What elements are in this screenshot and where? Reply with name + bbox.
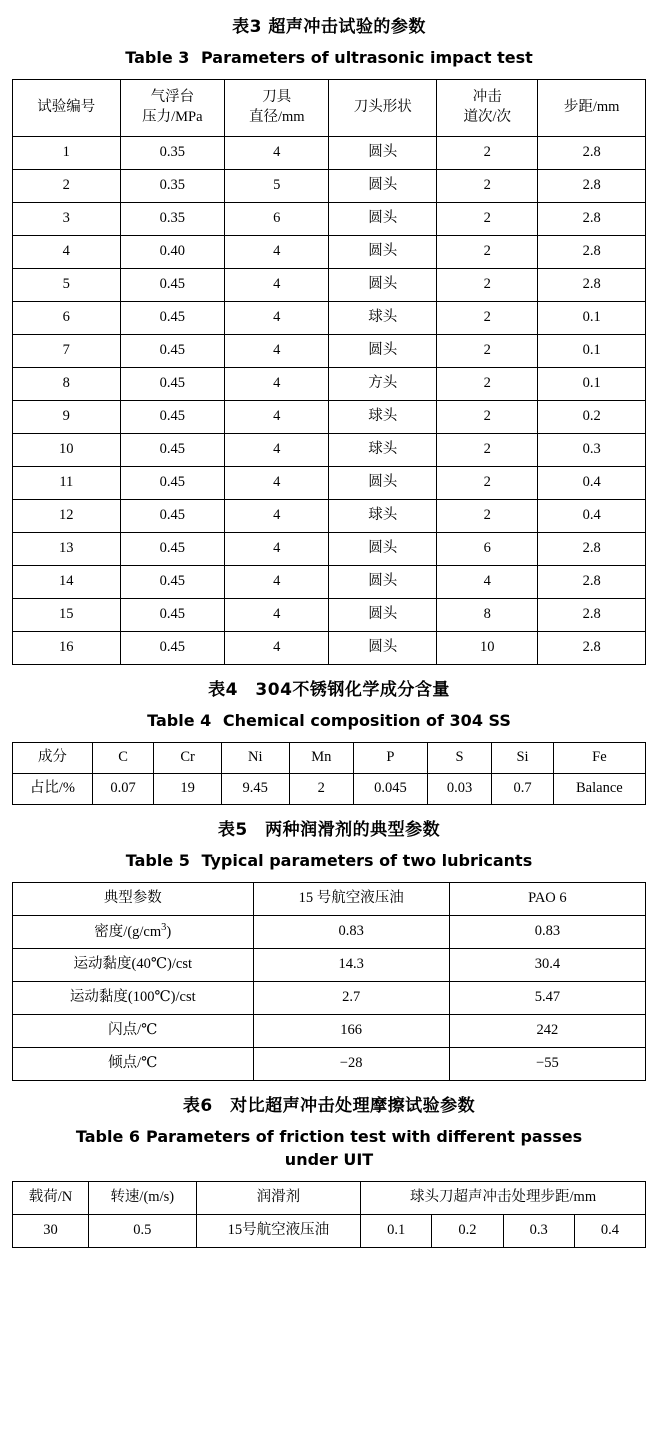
table5-header-row (13, 882, 646, 915)
table3-header-cell: 气浮台 压力/MPa (120, 79, 224, 136)
table3-cell: 圆头 (329, 466, 437, 499)
table3-cell: 球头 (329, 499, 437, 532)
table3-cell: 2.8 (538, 532, 646, 565)
table3-cell: 4 (225, 400, 329, 433)
table-row (13, 202, 646, 235)
table4-cell: 19 (154, 773, 222, 804)
table3-cell: 4 (225, 136, 329, 169)
table3-header-row (13, 79, 646, 136)
table3-cell: 6 (437, 532, 538, 565)
table3-cell: 0.45 (120, 565, 224, 598)
table5-row-label: 闪点/℃ (13, 1014, 254, 1047)
table3-cell: 4 (225, 433, 329, 466)
table4-cell: 0.7 (492, 773, 553, 804)
table4 (12, 742, 646, 805)
table3-cell: 5 (13, 268, 121, 301)
table5-row-label: 运动黏度(100℃)/cst (13, 981, 254, 1014)
table3-cell: 0.45 (120, 334, 224, 367)
table3-cell: 2.8 (538, 169, 646, 202)
table6-cell-load: 30 (13, 1215, 89, 1248)
table6-caption-en (12, 1125, 646, 1171)
table3-cell: 12 (13, 499, 121, 532)
table4-header-cell: Si (492, 742, 553, 773)
table6 (12, 1181, 646, 1248)
table4-row-label: 成分 (13, 742, 93, 773)
table4-header-cell: P (354, 742, 428, 773)
table5-cell: 2.7 (253, 981, 449, 1014)
table-row (13, 915, 646, 948)
table3-caption-en-label: Table 3 (125, 47, 190, 67)
table3-cell: 2.8 (538, 136, 646, 169)
table3-cell: 2 (437, 334, 538, 367)
table3-cell: 0.3 (538, 433, 646, 466)
table4-cell: 2 (289, 773, 354, 804)
table3-cell: 15 (13, 598, 121, 631)
table3-cell: 5 (225, 169, 329, 202)
table3-cell: 10 (437, 631, 538, 664)
table4-header-cell: Fe (553, 742, 645, 773)
table6-header-cell: 球头刀超声冲击处理步距/mm (361, 1182, 646, 1215)
table3-cell: 7 (13, 334, 121, 367)
table3-cell: 4 (13, 235, 121, 268)
table3-cell: 8 (437, 598, 538, 631)
table3-cell: 0.45 (120, 400, 224, 433)
table5-header-cell: PAO 6 (449, 882, 645, 915)
table-row (13, 268, 646, 301)
table3-cell: 0.45 (120, 631, 224, 664)
table3-cell: 2.8 (538, 235, 646, 268)
table3-cell: 圆头 (329, 565, 437, 598)
table6-cell-step: 0.1 (361, 1215, 432, 1248)
table5-row-label: 倾点/℃ (13, 1047, 254, 1080)
table3-header-cell: 试验编号 (13, 79, 121, 136)
table5-row-label: 运动黏度(40℃)/cst (13, 948, 254, 981)
table3-cell: 1 (13, 136, 121, 169)
table3-cell: 4 (225, 466, 329, 499)
table5-caption-en (12, 849, 646, 872)
table3-cell: 2.8 (538, 565, 646, 598)
table3-caption-en-text: Parameters of ultrasonic impact test (200, 47, 533, 67)
table5-row-label: 密度$/(g/cm^3)$ (13, 915, 254, 948)
table3-cell: 圆头 (329, 268, 437, 301)
table6-caption-en-line2: under UIT (284, 1149, 374, 1169)
table4-cell: Balance (553, 773, 645, 804)
table3-cell: 4 (225, 532, 329, 565)
table3-cell: 3 (13, 202, 121, 235)
table3-header-cell: 步距/mm (538, 79, 646, 136)
table3-header-cell: 刀头形状 (329, 79, 437, 136)
table4-caption-en-text: Chemical composition of 304 SS (222, 710, 511, 730)
table-row (13, 948, 646, 981)
table3-cell: 0.35 (120, 136, 224, 169)
table3-cell: 0.4 (538, 466, 646, 499)
table3-cell: 2 (437, 466, 538, 499)
table-row (13, 1047, 646, 1080)
table3-cell: 球头 (329, 400, 437, 433)
table3-caption-cn: 表3 超声冲击试验的参数 (232, 17, 426, 37)
table3-cell: 6 (13, 301, 121, 334)
table4-header-cell: Cr (154, 742, 222, 773)
table3-cell: 方头 (329, 367, 437, 400)
table3-cell: 2.8 (538, 631, 646, 664)
table3-cell: 圆头 (329, 169, 437, 202)
table6-cell-step: 0.3 (503, 1215, 574, 1248)
table-row (13, 631, 646, 664)
table3-cell: 14 (13, 565, 121, 598)
table4-header-cell: Ni (221, 742, 289, 773)
table-row (13, 532, 646, 565)
table5-header-cell: 典型参数 (13, 882, 254, 915)
table6-header-row (13, 1182, 646, 1215)
table3-cell: 4 (225, 334, 329, 367)
table6-caption-cn: 表6 对比超声冲击处理摩擦试验参数 (182, 1095, 476, 1116)
table3-cell: 圆头 (329, 532, 437, 565)
table-row (13, 1014, 646, 1047)
table5-cell: −55 (449, 1047, 645, 1080)
table3-cell: 2 (437, 169, 538, 202)
table3-block (12, 16, 646, 665)
table4-cell: 0.045 (354, 773, 428, 804)
table3-cell: 圆头 (329, 631, 437, 664)
table4-cell: 9.45 (221, 773, 289, 804)
table3-cell: 0.1 (538, 367, 646, 400)
table5-cell: 5.47 (449, 981, 645, 1014)
table5-cell: −28 (253, 1047, 449, 1080)
table6-block (12, 1095, 646, 1248)
table4-row-label: 占比/% (13, 773, 93, 804)
table3-cell: 圆头 (329, 235, 437, 268)
table-row (13, 981, 646, 1014)
table3-cell: 4 (225, 598, 329, 631)
table3 (12, 79, 646, 665)
table3-cell: 2 (437, 136, 538, 169)
table3-cell: 4 (225, 367, 329, 400)
table-row (13, 334, 646, 367)
table3-header-cell: 冲击 道次/次 (437, 79, 538, 136)
table3-cell: 4 (225, 631, 329, 664)
table3-cell: 0.45 (120, 433, 224, 466)
table3-header-cell: 刀具 直径/mm (225, 79, 329, 136)
table3-cell: 2 (437, 202, 538, 235)
table-row (13, 400, 646, 433)
table3-cell: 4 (225, 499, 329, 532)
table5-cell: 242 (449, 1014, 645, 1047)
table3-cell: 16 (13, 631, 121, 664)
table3-cell: 2 (437, 499, 538, 532)
table3-cell: 4 (225, 301, 329, 334)
table6-caption-en-line1: Parameters of friction test with different passes (146, 1126, 583, 1146)
table3-cell: 0.1 (538, 334, 646, 367)
table6-cell-step: 0.2 (432, 1215, 503, 1248)
table4-caption-en-label: Table 4 (147, 710, 212, 730)
table3-cell: 10 (13, 433, 121, 466)
table3-cell: 2 (437, 301, 538, 334)
table3-cell: 0.35 (120, 169, 224, 202)
table3-cell: 球头 (329, 433, 437, 466)
table3-cell: 2.8 (538, 598, 646, 631)
table5-cell: 0.83 (253, 915, 449, 948)
table3-cell: 圆头 (329, 202, 437, 235)
table4-header-cell: Mn (289, 742, 354, 773)
table5-cell: 166 (253, 1014, 449, 1047)
table3-cell: 0.2 (538, 400, 646, 433)
table3-caption-en (12, 46, 646, 69)
table3-cell: 4 (437, 565, 538, 598)
table4-caption-cn: 表4 304不锈钢化学成分含量 (208, 679, 450, 700)
table3-cell: 2 (437, 433, 538, 466)
table3-cell: 0.45 (120, 532, 224, 565)
table3-cell: 2 (437, 400, 538, 433)
table-row (13, 367, 646, 400)
table-row (13, 136, 646, 169)
table6-cell-lubricant: 15号航空液压油 (196, 1215, 361, 1248)
table6-header-cell: 载荷/N (13, 1182, 89, 1215)
table6-header-cell: 转速/(m/s) (88, 1182, 196, 1215)
table3-cell: 0.45 (120, 466, 224, 499)
table5-caption-en-text: Typical parameters of two lubricants (201, 850, 533, 870)
table4-header-cell: C (92, 742, 153, 773)
table3-cell: 13 (13, 532, 121, 565)
table5-caption-en-label: Table 5 (125, 850, 190, 870)
table5-cell: 30.4 (449, 948, 645, 981)
table3-cell: 2 (13, 169, 121, 202)
table3-cell: 2 (437, 235, 538, 268)
table3-cell: 圆头 (329, 334, 437, 367)
table3-cell: 4 (225, 565, 329, 598)
table-row (13, 235, 646, 268)
table6-caption-en-label: Table 6 (75, 1126, 141, 1146)
table-row (13, 433, 646, 466)
table3-cell: 2.8 (538, 202, 646, 235)
table-row (13, 598, 646, 631)
table-row (13, 169, 646, 202)
table3-cell: 2.8 (538, 268, 646, 301)
table5-header-cell: 15 号航空液压油 (253, 882, 449, 915)
table3-cell: 0.45 (120, 268, 224, 301)
table5-cell: 14.3 (253, 948, 449, 981)
table3-cell: 0.45 (120, 367, 224, 400)
table4-block (12, 679, 646, 805)
table4-caption-en (12, 709, 646, 732)
table3-cell: 0.45 (120, 301, 224, 334)
table3-cell: 圆头 (329, 136, 437, 169)
table-row (13, 1215, 646, 1248)
table-row (13, 301, 646, 334)
table3-cell: 0.45 (120, 598, 224, 631)
table4-header-cell: S (427, 742, 492, 773)
table3-cell: 0.4 (538, 499, 646, 532)
table-row (13, 742, 646, 773)
table3-cell: 9 (13, 400, 121, 433)
table3-cell: 球头 (329, 301, 437, 334)
table3-cell: 6 (225, 202, 329, 235)
table3-cell: 2 (437, 268, 538, 301)
table3-cell: 0.35 (120, 202, 224, 235)
table-row (13, 773, 646, 804)
table3-cell: 0.45 (120, 499, 224, 532)
table6-cell-step: 0.4 (574, 1215, 645, 1248)
table3-cell: 8 (13, 367, 121, 400)
table5 (12, 882, 646, 1081)
table-row (13, 499, 646, 532)
table4-cell: 0.03 (427, 773, 492, 804)
table3-cell: 0.1 (538, 301, 646, 334)
table3-cell: 2 (437, 367, 538, 400)
table5-caption-cn: 表5 两种润滑剂的典型参数 (217, 819, 441, 840)
table-row (13, 565, 646, 598)
table6-cell-speed: 0.5 (88, 1215, 196, 1248)
table3-cell: 4 (225, 235, 329, 268)
table4-cell: 0.07 (92, 773, 153, 804)
table5-cell: 0.83 (449, 915, 645, 948)
table6-header-cell: 润滑剂 (196, 1182, 361, 1215)
table3-cell: 0.40 (120, 235, 224, 268)
table3-cell: 圆头 (329, 598, 437, 631)
table3-cell: 11 (13, 466, 121, 499)
table5-block (12, 819, 646, 1081)
table3-cell: 4 (225, 268, 329, 301)
table-row (13, 466, 646, 499)
